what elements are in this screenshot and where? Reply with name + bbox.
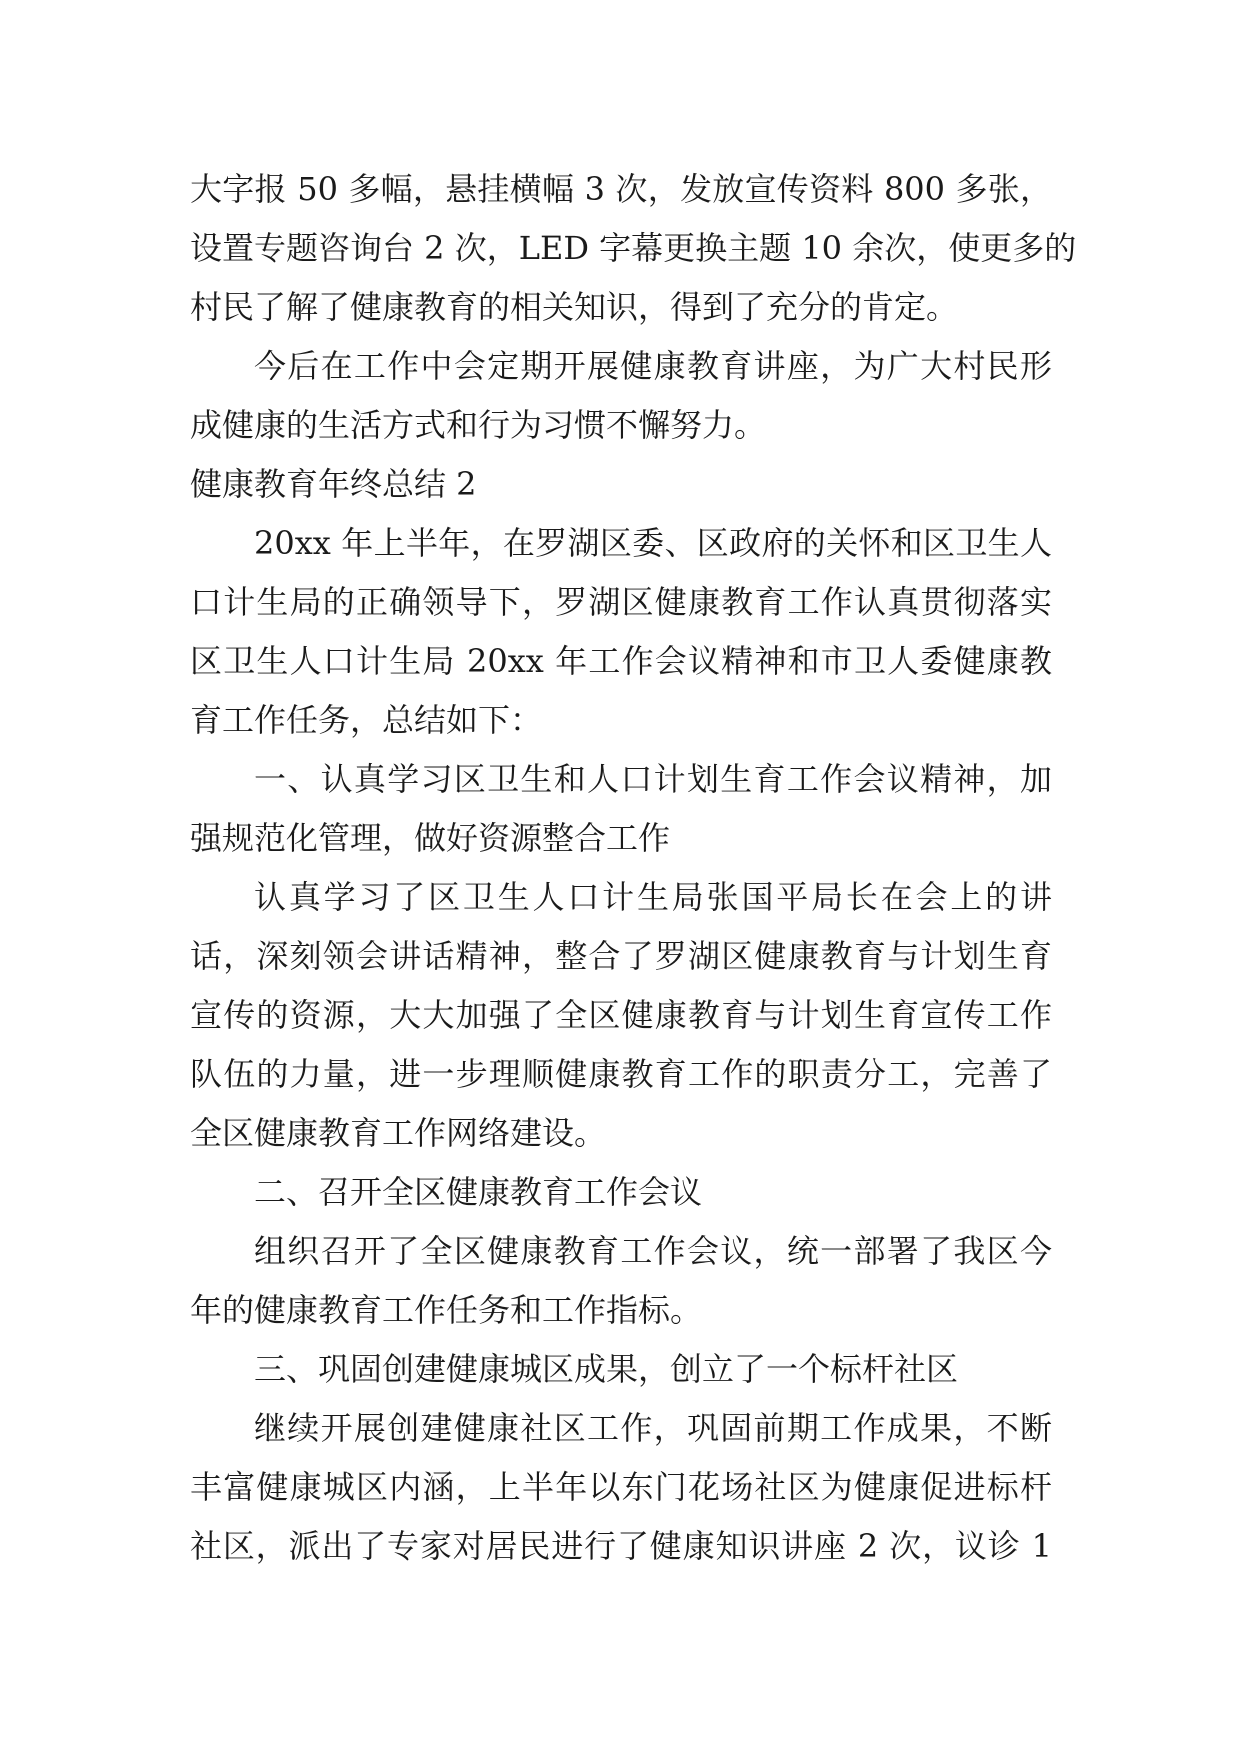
section-heading: 健康教育年终总结 2	[190, 465, 477, 503]
text-line: 成健康的生活方式和行为习惯不懈努力。	[190, 406, 767, 444]
text-line: 全区健康教育工作网络建设。	[190, 1114, 607, 1152]
text-line: 育工作任务，总结如下：	[190, 701, 543, 739]
text-line: 宣传的资源，大大加强了全区健康教育与计划生育宣传工作	[190, 996, 1052, 1034]
text-line: 口计生局的正确领导下，罗湖区健康教育工作认真贯彻落实	[190, 583, 1052, 621]
subheading-line: 三、巩固创建健康城区成果，创立了一个标杆社区	[254, 1350, 959, 1388]
text-line: 年的健康教育工作任务和工作指标。	[190, 1291, 703, 1329]
text-line: 设置专题咨询台 2 次，LED 字幕更换主题 10 余次，使更多的	[190, 229, 1077, 267]
subheading-line: 强规范化管理，做好资源整合工作	[190, 819, 671, 857]
text-line: 今后在工作中会定期开展健康教育讲座，为广大村民形	[254, 347, 1052, 385]
document-body	[190, 160, 1077, 1576]
text-line: 大字报 50 多幅，悬挂横幅 3 次，发放宣传资料 800 多张，	[190, 170, 1052, 208]
text-line: 20xx 年上半年，在罗湖区委、区政府的关怀和区卫生人	[254, 524, 1052, 562]
text-line: 话，深刻领会讲话精神，整合了罗湖区健康教育与计划生育	[190, 937, 1052, 975]
text-line: 继续开展创建健康社区工作，巩固前期工作成果，不断	[254, 1409, 1052, 1447]
subheading-line: 二、召开全区健康教育工作会议	[254, 1173, 703, 1211]
text-line: 组织召开了全区健康教育工作会议，统一部署了我区今	[254, 1232, 1052, 1270]
text-line: 村民了解了健康教育的相关知识，得到了充分的肯定。	[190, 288, 959, 326]
text-line: 认真学习了区卫生人口计生局张国平局长在会上的讲	[254, 878, 1052, 916]
subheading-line: 一、认真学习区卫生和人口计划生育工作会议精神，加	[254, 760, 1052, 798]
text-line: 区卫生人口计生局 20xx 年工作会议精神和市卫人委健康教	[190, 642, 1052, 680]
text-line: 队伍的力量，进一步理顺健康教育工作的职责分工，完善了	[190, 1055, 1052, 1093]
text-line: 社区，派出了专家对居民进行了健康知识讲座 2 次，议诊 1	[190, 1527, 1052, 1565]
text-line: 丰富健康城区内涵，上半年以东门花场社区为健康促进标杆	[190, 1468, 1052, 1506]
